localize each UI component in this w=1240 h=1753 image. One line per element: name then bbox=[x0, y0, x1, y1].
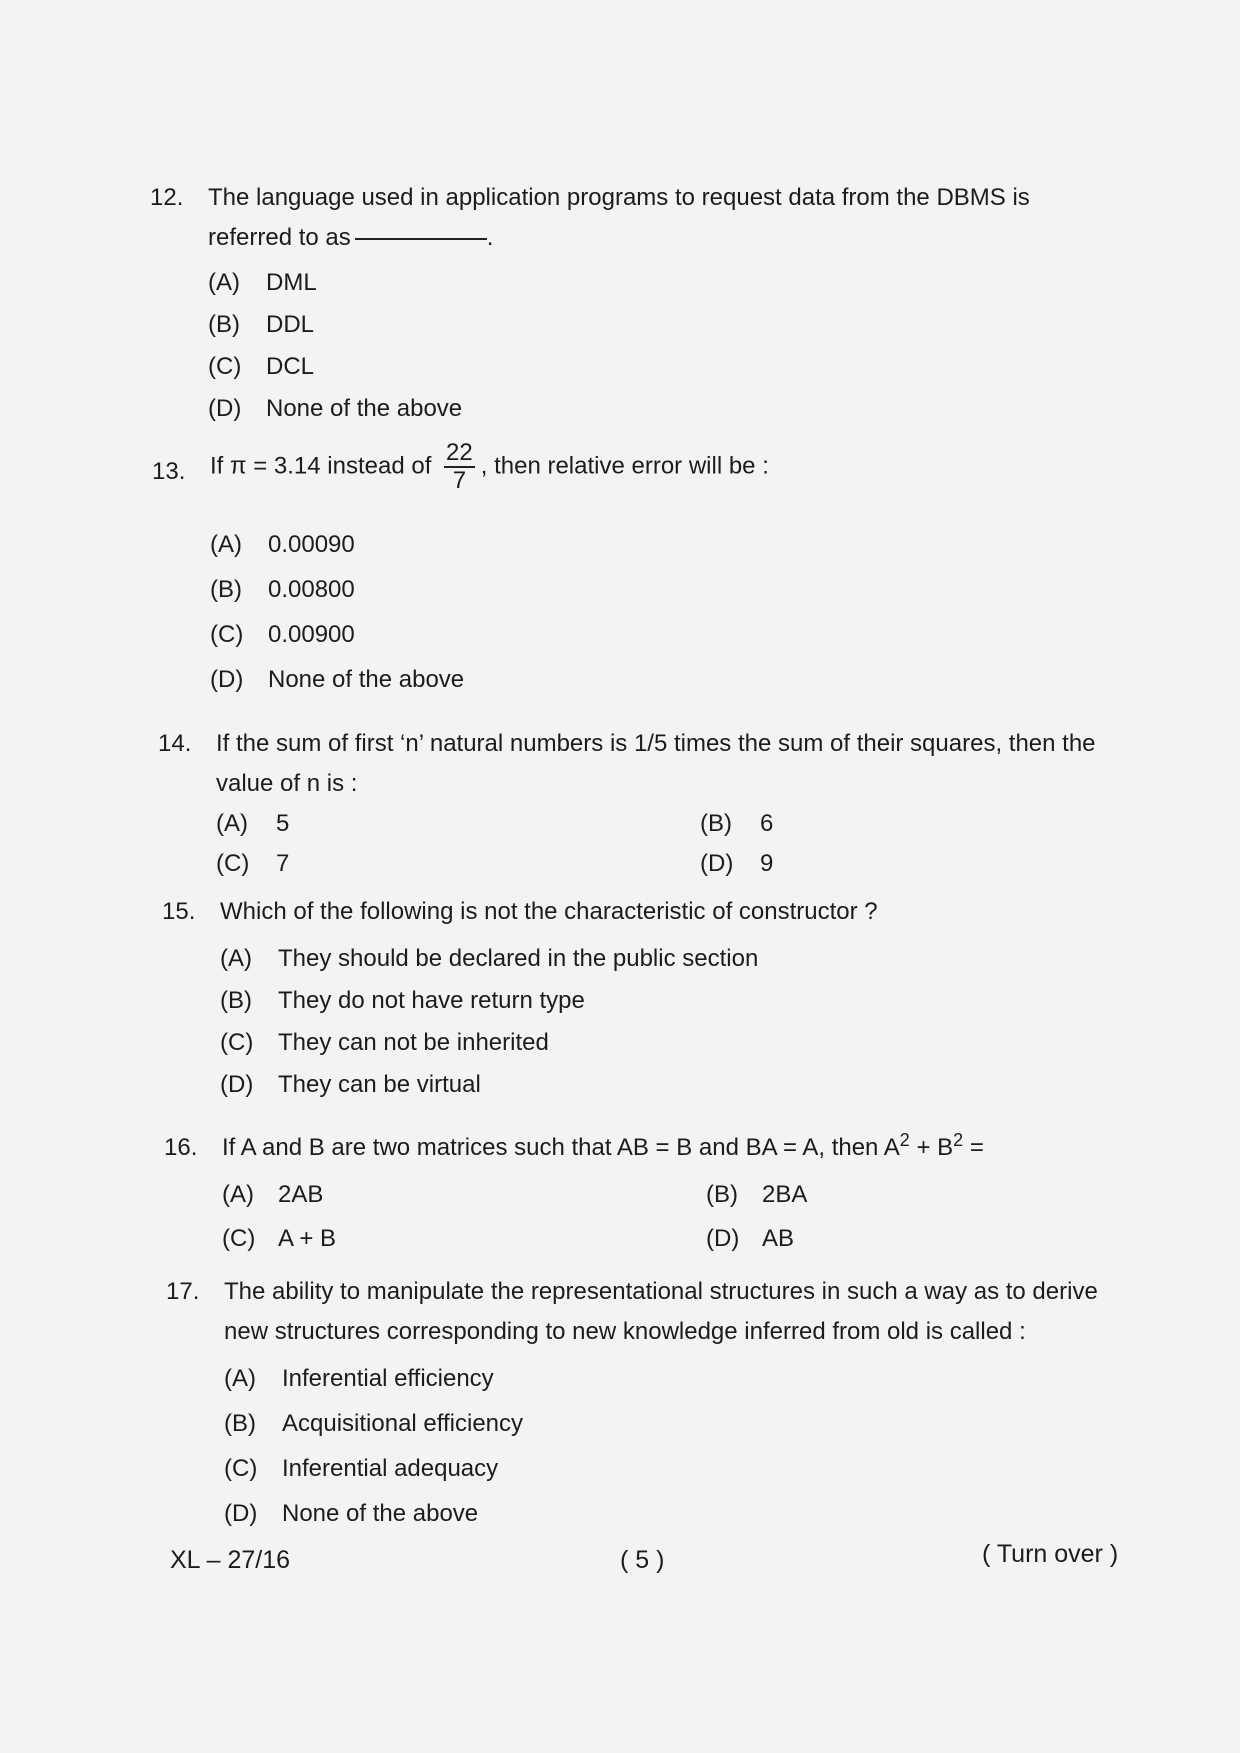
paper-code: XL – 27/16 bbox=[170, 1546, 291, 1574]
option-c: (C) DCL bbox=[208, 353, 315, 380]
question-text: If the sum of first ‘n’ natural numbers is 1/5 times the sum of their squares, then the value of n is : bbox=[216, 730, 1096, 797]
option-a: (A) 0.00090 bbox=[210, 531, 355, 558]
question-15 bbox=[162, 892, 1120, 1106]
fraction: $\frac{22}{7}$ bbox=[446, 439, 473, 494]
question-16 bbox=[164, 1128, 1122, 1262]
options-grid bbox=[216, 804, 1176, 884]
question-text: The ability to manipulate the representational structures in such a way as to derive new structures corresponding to new knowledge inferred from old is called : bbox=[224, 1278, 1098, 1345]
option-b: (B) Acquisitional efficiency bbox=[224, 1410, 524, 1437]
question-17 bbox=[166, 1272, 1184, 1538]
option-d: (D) None of the above bbox=[210, 666, 465, 693]
option-c: (C) They can not be inherited bbox=[220, 1029, 549, 1056]
question-13 bbox=[152, 439, 1110, 704]
page-number: ( 5 ) bbox=[620, 1546, 665, 1574]
options-list bbox=[210, 524, 1110, 704]
option-b: (B) They do not have return type bbox=[220, 987, 585, 1014]
question-number: 13. bbox=[152, 458, 186, 485]
question-text: If A and B are two matrices such that AB = B and BA = A, then $A^2 + B^2$ = bbox=[222, 1130, 984, 1161]
options-grid bbox=[222, 1174, 1122, 1262]
option-c: (C) 0.00900 bbox=[210, 621, 355, 648]
option-a: (A) 5 bbox=[216, 810, 290, 837]
options-list bbox=[224, 1358, 1184, 1538]
option-d: (D) None of the above bbox=[224, 1500, 479, 1527]
option-d: (D) 9 bbox=[700, 850, 774, 877]
options-list bbox=[208, 262, 1108, 430]
option-a: (A) DML bbox=[208, 269, 317, 296]
question-14 bbox=[158, 724, 1176, 884]
answer-blank bbox=[355, 238, 487, 240]
options-list bbox=[220, 938, 1120, 1106]
question-number: 17. bbox=[166, 1278, 200, 1305]
option-c: (C) Inferential adequacy bbox=[224, 1455, 499, 1482]
option-d: (D) None of the above bbox=[208, 395, 463, 422]
question-text: Which of the following is not the characteristic of constructor ? bbox=[220, 898, 878, 925]
option-d: (D) They can be virtual bbox=[220, 1071, 481, 1098]
turn-over-label: ( Turn over ) bbox=[982, 1540, 1119, 1568]
question-text: If π = 3.14 instead of $\frac{22}{7}$ , then relative error will be : bbox=[210, 439, 769, 494]
question-number: 12. bbox=[150, 184, 184, 211]
question-number: 16. bbox=[164, 1134, 198, 1161]
option-c: (C) A + B bbox=[222, 1225, 337, 1252]
option-c: (C) 7 bbox=[216, 850, 290, 877]
question-12 bbox=[150, 178, 1108, 430]
option-a: (A) Inferential efficiency bbox=[224, 1365, 494, 1392]
option-b: (B) 0.00800 bbox=[210, 576, 355, 603]
option-a: (A) They should be declared in the public section bbox=[220, 945, 759, 972]
option-d: (D) AB bbox=[706, 1225, 795, 1252]
question-number: 15. bbox=[162, 898, 196, 925]
option-b: (B) 6 bbox=[700, 810, 774, 837]
option-a: (A) 2AB bbox=[222, 1181, 324, 1208]
option-b: (B) 2BA bbox=[706, 1181, 808, 1208]
question-number: 14. bbox=[158, 730, 192, 757]
question-text: The language used in application programs to request data from the DBMS is referred to as . bbox=[208, 184, 1030, 251]
option-b: (B) DDL bbox=[208, 311, 315, 338]
